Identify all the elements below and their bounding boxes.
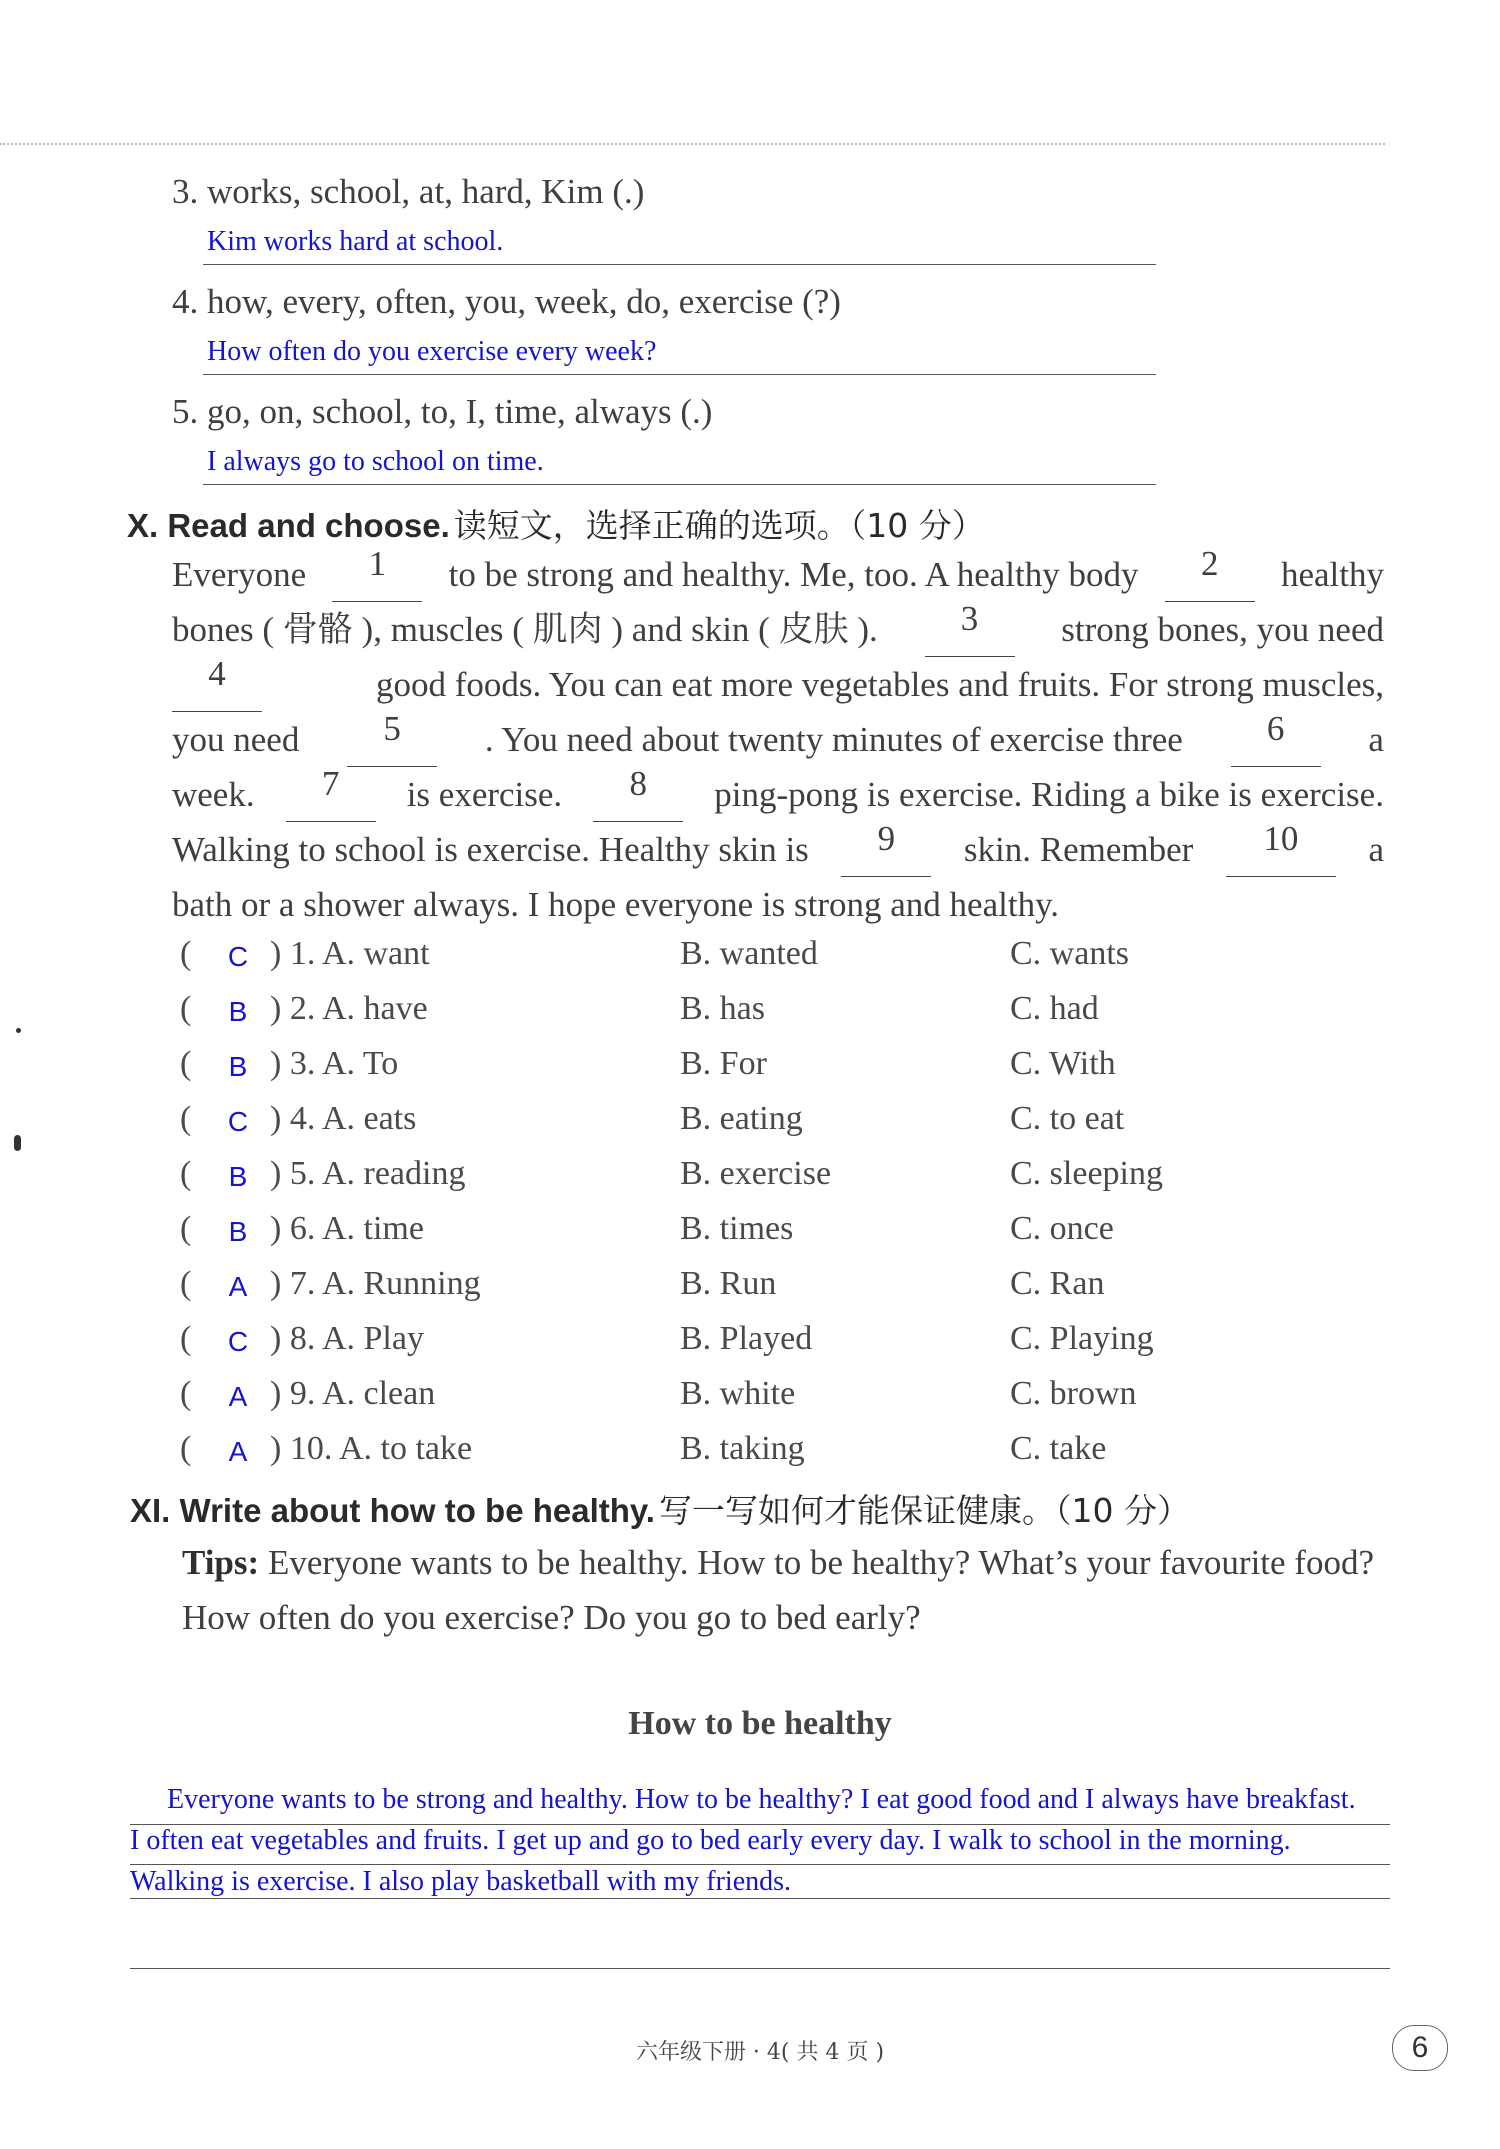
passage-text: bones ( 骨骼 ), muscles ( 肌肉 ) and skin ( 皮肤 ). — [172, 610, 878, 649]
writing-rule — [130, 1968, 1390, 1969]
option-b: B. white — [680, 1375, 796, 1412]
option-a: ) 8. A. Play — [270, 1320, 424, 1357]
paren: ( — [180, 1265, 192, 1302]
section-x-heading — [127, 500, 985, 547]
question-row — [180, 1155, 1280, 1205]
answer-letter: A — [228, 1436, 248, 1467]
answer-letter: C — [227, 1106, 249, 1137]
passage-text: ping-pong is exercise. Riding a bike is exercise. — [714, 775, 1384, 814]
question-row — [180, 990, 1280, 1040]
blank-9: 9 — [841, 822, 931, 877]
section-xi-title-cn: 写一写如何才能保证健康。（10 分） — [658, 1491, 1190, 1530]
tips-text: Everyone wants to be healthy. How to be healthy? What’s your favourite food? How often do you exercise? Do you go to bed early? — [182, 1543, 1374, 1637]
scan-mark — [14, 1135, 21, 1151]
option-b: B. For — [680, 1045, 767, 1082]
answer-letter: A — [228, 1381, 248, 1412]
passage-text: . You need about twenty minutes of exercise three — [484, 720, 1183, 759]
answer-letter: C — [227, 941, 249, 972]
writing-rule — [130, 1864, 1390, 1865]
option-b: B. Played — [680, 1320, 813, 1357]
option-a: ) 10. A. to take — [270, 1430, 473, 1467]
question-row — [180, 1100, 1280, 1150]
reorder-prompt-4: 4. how, every, often, you, week, do, exercise (?) — [172, 282, 841, 321]
option-c: C. With — [1010, 1045, 1116, 1082]
passage-line — [172, 764, 1384, 822]
option-c: C. had — [1010, 990, 1099, 1027]
essay-line-3: Walking is exercise. I also play basketball with my friends. — [130, 1866, 792, 1897]
option-b: B. wanted — [680, 935, 818, 972]
reorder-prompt-5: 5. go, on, school, to, I, time, always (.) — [172, 392, 713, 431]
section-x-title: X. Read and choose. — [127, 507, 450, 544]
passage-text: a — [1368, 720, 1384, 759]
answer-letter: C — [227, 1326, 249, 1357]
option-a: ) 7. A. Running — [270, 1265, 481, 1302]
blank-8: 8 — [593, 767, 683, 822]
option-a: ) 6. A. time — [270, 1210, 424, 1247]
essay-line-2: I often eat vegetables and fruits. I get up and go to bed early every day. I walk to school in the morning. — [130, 1825, 1291, 1856]
top-dotted-rule — [0, 143, 1385, 145]
question-row — [180, 1430, 1280, 1480]
passage-line — [172, 709, 1384, 767]
section-x-title-cn: 读短文，选择正确的选项。（10 分） — [453, 506, 985, 545]
option-c: C. sleeping — [1010, 1155, 1163, 1192]
paren: ( — [180, 990, 192, 1027]
page-number: 6 — [1392, 2025, 1448, 2071]
option-c: C. take — [1010, 1430, 1107, 1467]
option-b: B. has — [680, 990, 765, 1027]
reorder-prompt-3: 3. works, school, at, hard, Kim (.) — [172, 172, 645, 211]
answer-letter: A — [228, 1271, 248, 1302]
answer-line-4 — [203, 336, 1156, 375]
passage-text: Everyone — [172, 555, 307, 594]
passage-text: Walking to school is exercise. Healthy skin is — [172, 830, 809, 869]
option-b: B. eating — [680, 1100, 803, 1137]
blank-7: 7 — [286, 767, 376, 822]
reorder-answer-5: I always go to school on time. — [207, 446, 544, 477]
question-row — [180, 935, 1280, 985]
reading-passage — [172, 544, 1384, 932]
question-row — [180, 1210, 1280, 1260]
paren: ( — [180, 1210, 192, 1247]
blank-2: 2 — [1165, 547, 1255, 602]
answer-letter: B — [228, 1216, 248, 1247]
paren: ( — [180, 1320, 192, 1357]
option-c: C. brown — [1010, 1375, 1137, 1412]
paren: ( — [180, 1375, 192, 1412]
passage-text: to be strong and healthy. Me, too. A healthy body — [448, 555, 1139, 594]
blank-1: 1 — [332, 547, 422, 602]
reorder-answer-3: Kim works hard at school. — [207, 226, 504, 257]
passage-text: bath or a shower always. I hope everyone is strong and healthy. — [172, 885, 1060, 924]
option-a: ) 3. A. To — [270, 1045, 399, 1082]
reorder-answer-4: How often do you exercise every week? — [207, 336, 657, 367]
passage-line — [172, 877, 1384, 932]
passage-text: is exercise. — [406, 775, 563, 814]
option-c: C. Playing — [1010, 1320, 1154, 1357]
passage-line — [172, 544, 1384, 602]
question-row — [180, 1320, 1280, 1370]
question-row — [180, 1375, 1280, 1425]
option-c: C. Ran — [1010, 1265, 1105, 1302]
blank-5: 5 — [347, 712, 437, 767]
paren: ( — [180, 1045, 192, 1082]
essay-line-1: Everyone wants to be strong and healthy. How to be healthy? I eat good food and I always have breakfast. — [167, 1784, 1356, 1815]
passage-text: skin. Remember — [963, 830, 1194, 869]
option-b: B. taking — [680, 1430, 805, 1467]
passage-line — [172, 654, 1384, 712]
passage-text: good foods. You can eat more vegetables and fruits. For strong muscles, — [375, 665, 1384, 704]
paren: ( — [180, 1155, 192, 1192]
passage-text: week. — [172, 775, 255, 814]
passage-line — [172, 819, 1384, 877]
tips-paragraph — [182, 1535, 1392, 1645]
passage-line — [172, 599, 1384, 657]
blank-3: 3 — [925, 602, 1015, 657]
option-c: C. to eat — [1010, 1100, 1125, 1137]
answer-line-5 — [203, 446, 1156, 485]
blank-6: 6 — [1231, 712, 1321, 767]
option-a: ) 9. A. clean — [270, 1375, 436, 1412]
writing-rule — [130, 1898, 1390, 1899]
option-b: B. exercise — [680, 1155, 832, 1192]
paren: ( — [180, 1430, 192, 1467]
passage-text: you need — [172, 720, 300, 759]
option-c: C. wants — [1010, 935, 1129, 972]
section-xi-title: XI. Write about how to be healthy. — [130, 1492, 655, 1529]
answer-letter: B — [228, 996, 248, 1027]
passage-text: healthy — [1280, 555, 1384, 594]
answer-line-3 — [203, 226, 1156, 265]
paren: ( — [180, 1100, 192, 1137]
option-a: ) 5. A. reading — [270, 1155, 466, 1192]
answer-letter: B — [228, 1161, 248, 1192]
option-b: B. times — [680, 1210, 794, 1247]
option-c: C. once — [1010, 1210, 1114, 1247]
answer-letter: B — [228, 1051, 248, 1082]
option-a: ) 1. A. want — [270, 935, 430, 972]
paren: ( — [180, 935, 192, 972]
option-a: ) 2. A. have — [270, 990, 428, 1027]
blank-10: 10 — [1226, 822, 1336, 877]
option-a: ) 4. A. eats — [270, 1100, 417, 1137]
passage-text: a — [1368, 830, 1384, 869]
tips-label: Tips: — [182, 1543, 260, 1582]
question-row — [180, 1045, 1280, 1095]
option-b: B. Run — [680, 1265, 777, 1302]
essay-title: How to be healthy — [628, 1705, 892, 1742]
blank-4: 4 — [172, 657, 262, 712]
question-row — [180, 1265, 1280, 1315]
section-xi-heading — [130, 1485, 1190, 1532]
scan-mark — [16, 1028, 21, 1033]
passage-text: strong bones, you need — [1061, 610, 1384, 649]
footer-text: 六年级下册 · 4( 共 4 页 ) — [635, 2040, 885, 2065]
